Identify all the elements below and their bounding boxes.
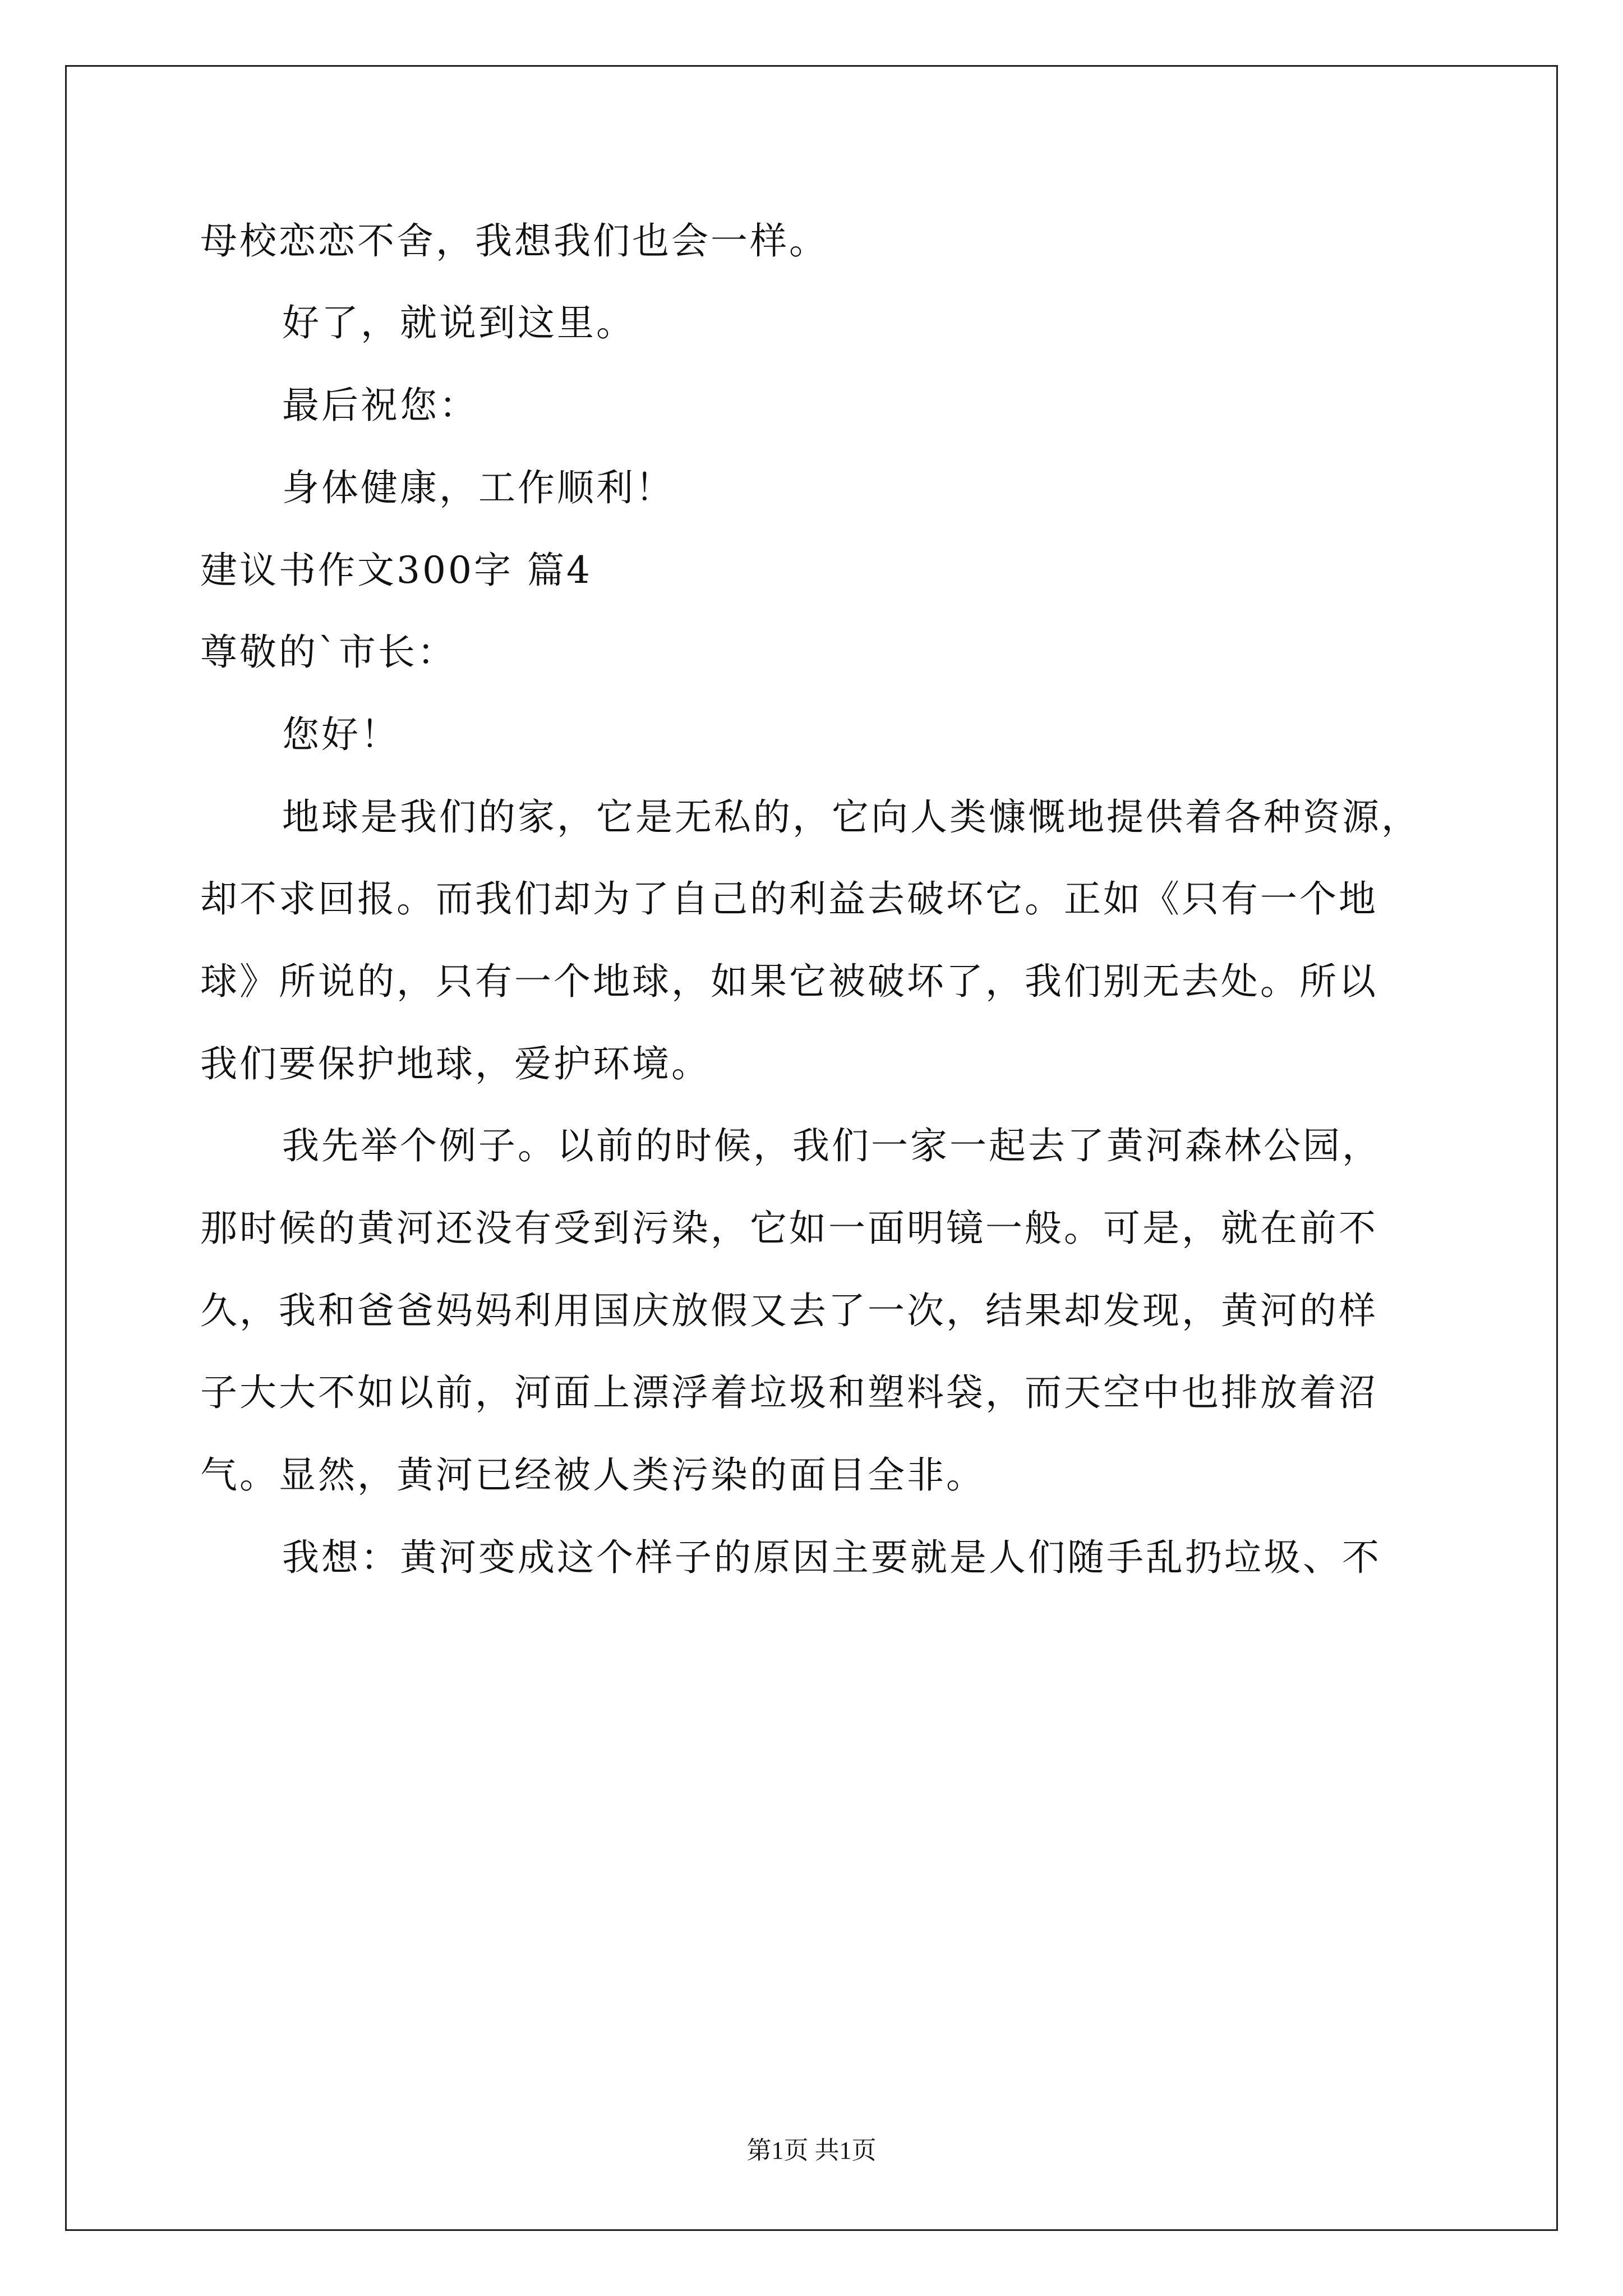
text-line: 久，我和爸爸妈妈利用国庆放假又去了一次，结果却发现，黄河的样 bbox=[200, 1289, 1378, 1332]
text-line: 那时候的黄河还没有受到污染，它如一面明镜一般。可是，就在前不 bbox=[200, 1207, 1378, 1250]
page-footer: 第1页 共1页 bbox=[746, 2137, 877, 2164]
text-line: 气。显然，黄河已经被人类污染的面目全非。 bbox=[200, 1453, 985, 1497]
text-line: 子大大不如以前，河面上漂浮着垃圾和塑料袋，而天空中也排放着沼 bbox=[200, 1371, 1378, 1414]
salutation: 尊敬的`市长： bbox=[200, 631, 457, 674]
text-line: 球》所说的，只有一个地球，如果它被破坏了，我们别无去处。所以 bbox=[200, 960, 1378, 1003]
text-line: 好了，就说到这里。 bbox=[282, 301, 635, 344]
text-line: 我想：黄河变成这个样子的原因主要就是人们随手乱扔垃圾、不 bbox=[282, 1536, 1381, 1579]
text-line: 却不求回报。而我们却为了自己的利益去破坏它。正如《只有一个地 bbox=[200, 877, 1378, 921]
text-line: 身体健康，工作顺利！ bbox=[282, 466, 675, 509]
text-line: 母校恋恋不舍，我想我们也会一样。 bbox=[200, 219, 828, 263]
text-line: 地球是我们的家，它是无私的，它向人类慷慨地提供着各种资源， bbox=[282, 795, 1421, 839]
greeting: 您好！ bbox=[282, 713, 400, 756]
section-heading: 建议书作文300字 篇4 bbox=[200, 549, 592, 592]
text-line: 最后祝您： bbox=[282, 384, 478, 427]
text-line: 我先举个例子。以前的时候，我们一家一起去了黄河森林公园， bbox=[282, 1124, 1381, 1167]
text-line: 我们要保护地球，爱护环境。 bbox=[200, 1042, 711, 1085]
